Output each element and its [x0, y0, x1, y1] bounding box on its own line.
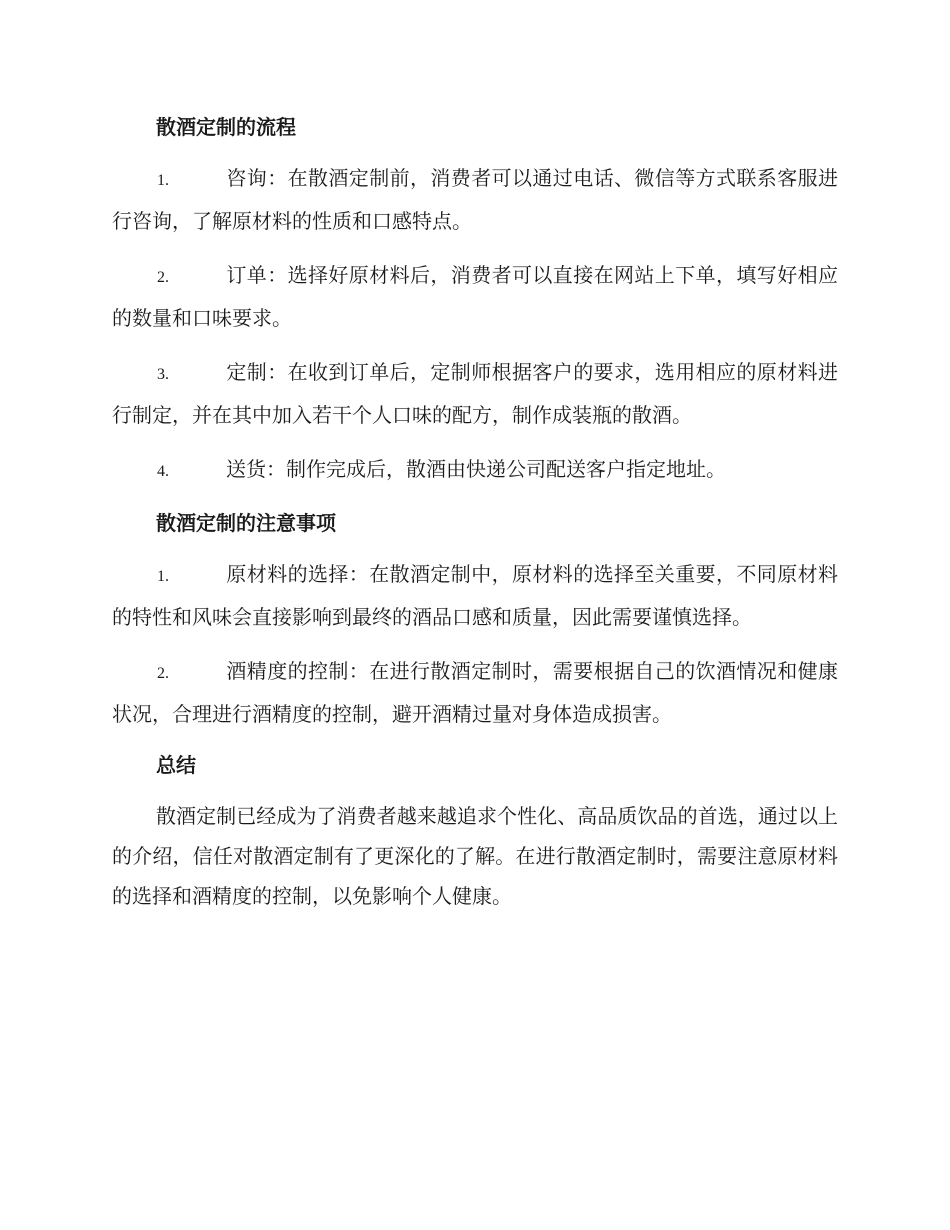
- summary-paragraph: 散酒定制已经成为了消费者越来越追求个性化、高品质饮品的首选，通过以上的介绍，信任对散酒定制有了更深化的了解。在进行散酒定制时，需要注意原材料的选择和酒精度的控制，以免影响个人健康。: [112, 804, 838, 908]
- section-heading-notes: 散酒定制的注意事项: [156, 511, 336, 535]
- list-item: [112, 255, 838, 338]
- list-text: 订单：选择好原材料后，消费者可以直接在网站上下单，填写好相应的数量和口味要求。: [112, 263, 838, 330]
- list-item: [112, 449, 838, 492]
- list-text: 酒精度的控制：在进行散酒定制时，需要根据自己的饮酒情况和健康状况，合理进行酒精度的控制，避开酒精过量对身体造成损害。: [112, 659, 838, 726]
- list-item: [112, 554, 838, 637]
- list-text: 原材料的选择：在散酒定制中，原材料的选择至关重要，不同原材料的特性和风味会直接影响到最终的酒品口感和质量，因此需要谨慎选择。: [112, 562, 838, 629]
- list-item: [112, 158, 838, 241]
- list-number: 3.: [157, 366, 169, 383]
- list-item: [112, 651, 838, 734]
- list-text: 送货：制作完成后，散酒由快递公司配送客户指定地址。: [226, 457, 726, 481]
- list-item: [112, 352, 838, 435]
- list-number: 1.: [157, 568, 169, 585]
- list-number: 4.: [157, 463, 169, 480]
- section-heading-summary: 总结: [156, 753, 196, 777]
- list-number: 2.: [157, 269, 169, 286]
- list-text: 定制：在收到订单后，定制师根据客户的要求，选用相应的原材料进行制定，并在其中加入若干个人口味的配方，制作成装瓶的散酒。: [112, 360, 838, 427]
- list-number: 2.: [157, 665, 169, 682]
- section-heading-process: 散酒定制的流程: [156, 115, 296, 139]
- list-number: 1.: [157, 172, 169, 189]
- list-text: 咨询：在散酒定制前，消费者可以通过电话、微信等方式联系客服进行咨询，了解原材料的性质和口感特点。: [112, 166, 838, 233]
